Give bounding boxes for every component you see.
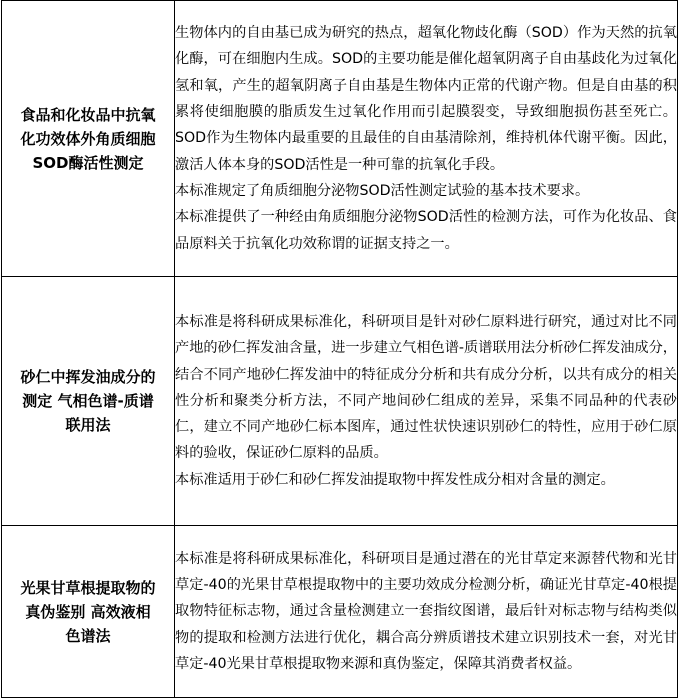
description-paragraph: 本标准提供了一种经由角质细胞分泌物SOD活性的检测方法，可作为化妆品、食品原料关于抗氧化功效称谓的证据支持之一。 <box>175 209 677 252</box>
standard-name-cell <box>2 526 175 698</box>
description-paragraph: 本标准规定了角质细胞分泌物SOD活性测定试验的基本技术要求。 <box>175 182 590 199</box>
standard-name-cell <box>2 277 175 526</box>
standard-name-line: SOD酶活性测定 <box>32 153 144 172</box>
standard-description-cell <box>175 526 678 698</box>
description-paragraph: 本标准是将科研成果标准化，科研项目是针对砂仁原料进行研究，通过对比不同产地的砂仁挥发油含量，进一步建立气相色谱-质谱联用法分析砂仁挥发油成分，结合不同产地砂仁挥发油中的特征成分分析和共有成分分析，以共有成分的相关性分析和聚类分析方法，不同产地间砂仁组成的差异，采集不同品种的代表砂仁，建立不同产地砂仁标本图库，通过性状快速识别砂仁的特性，应用于砂仁原料的验收，保证砂仁原料的品质。 <box>175 313 677 462</box>
standard-name-line: 色谱法 <box>65 626 111 645</box>
standard-description-cell <box>175 1 678 277</box>
standard-name-line: 真伪鉴别 高效液相 <box>25 602 151 621</box>
table-row <box>2 277 678 526</box>
standards-table <box>1 0 678 698</box>
description-paragraph: 本标准是将科研成果标准化，科研项目是通过潜在的光甘草定来源替代物和光甘草定-40的光果甘草根提取物中的主要功效成分检测分析，确证光甘草定-40根提取物特征标志物，通过含量检测建立一套指纹图谱，最后针对标志物与结构类似物的提取和检测方法进行优化，耦合高分辨质谱技术建立识别技术一套，对光甘草定-40光果甘草根提取物来源和真伪鉴定，保障其消费者权益。 <box>175 550 677 672</box>
description-paragraph: 本标准适用于砂仁和砂仁挥发油提取物中挥发性成分相对含量的测定。 <box>175 471 615 488</box>
standard-name-line: 联用法 <box>65 416 111 434</box>
standard-name-line: 测定 气相色谱-质谱 <box>22 392 154 410</box>
standard-name-line: 砂仁中挥发油成分的 <box>20 368 156 386</box>
standard-name-line: 光果甘草根提取物的 <box>20 578 156 597</box>
standard-name-cell <box>2 1 175 277</box>
standard-description-cell <box>175 277 678 526</box>
table-row <box>2 526 678 698</box>
table-row <box>2 1 678 277</box>
standard-name-line: 化功效体外角质细胞 <box>20 129 156 148</box>
standard-name-line: 食品和化妆品中抗氧 <box>20 105 156 124</box>
description-paragraph: 生物体内的自由基已成为研究的热点，超氧化物歧化酶（SOD）作为天然的抗氧化酶，可在细胞内生成。SOD的主要功能是催化超氧阴离子自由基歧化为过氧化氢和氧，产生的超氧阴离子自由基是生物体内正常的代谢产物。但是自由基的积累将使细胞膜的脂质发生过氧化作用而引起膜裂变，导致细胞损伤甚至死亡。SOD作为生物体内最重要的且最佳的自由基清除剂，维持机体代谢平衡。因此，激活人体本身的SOD活性是一种可靠的抗氧化手段。 <box>175 25 677 173</box>
